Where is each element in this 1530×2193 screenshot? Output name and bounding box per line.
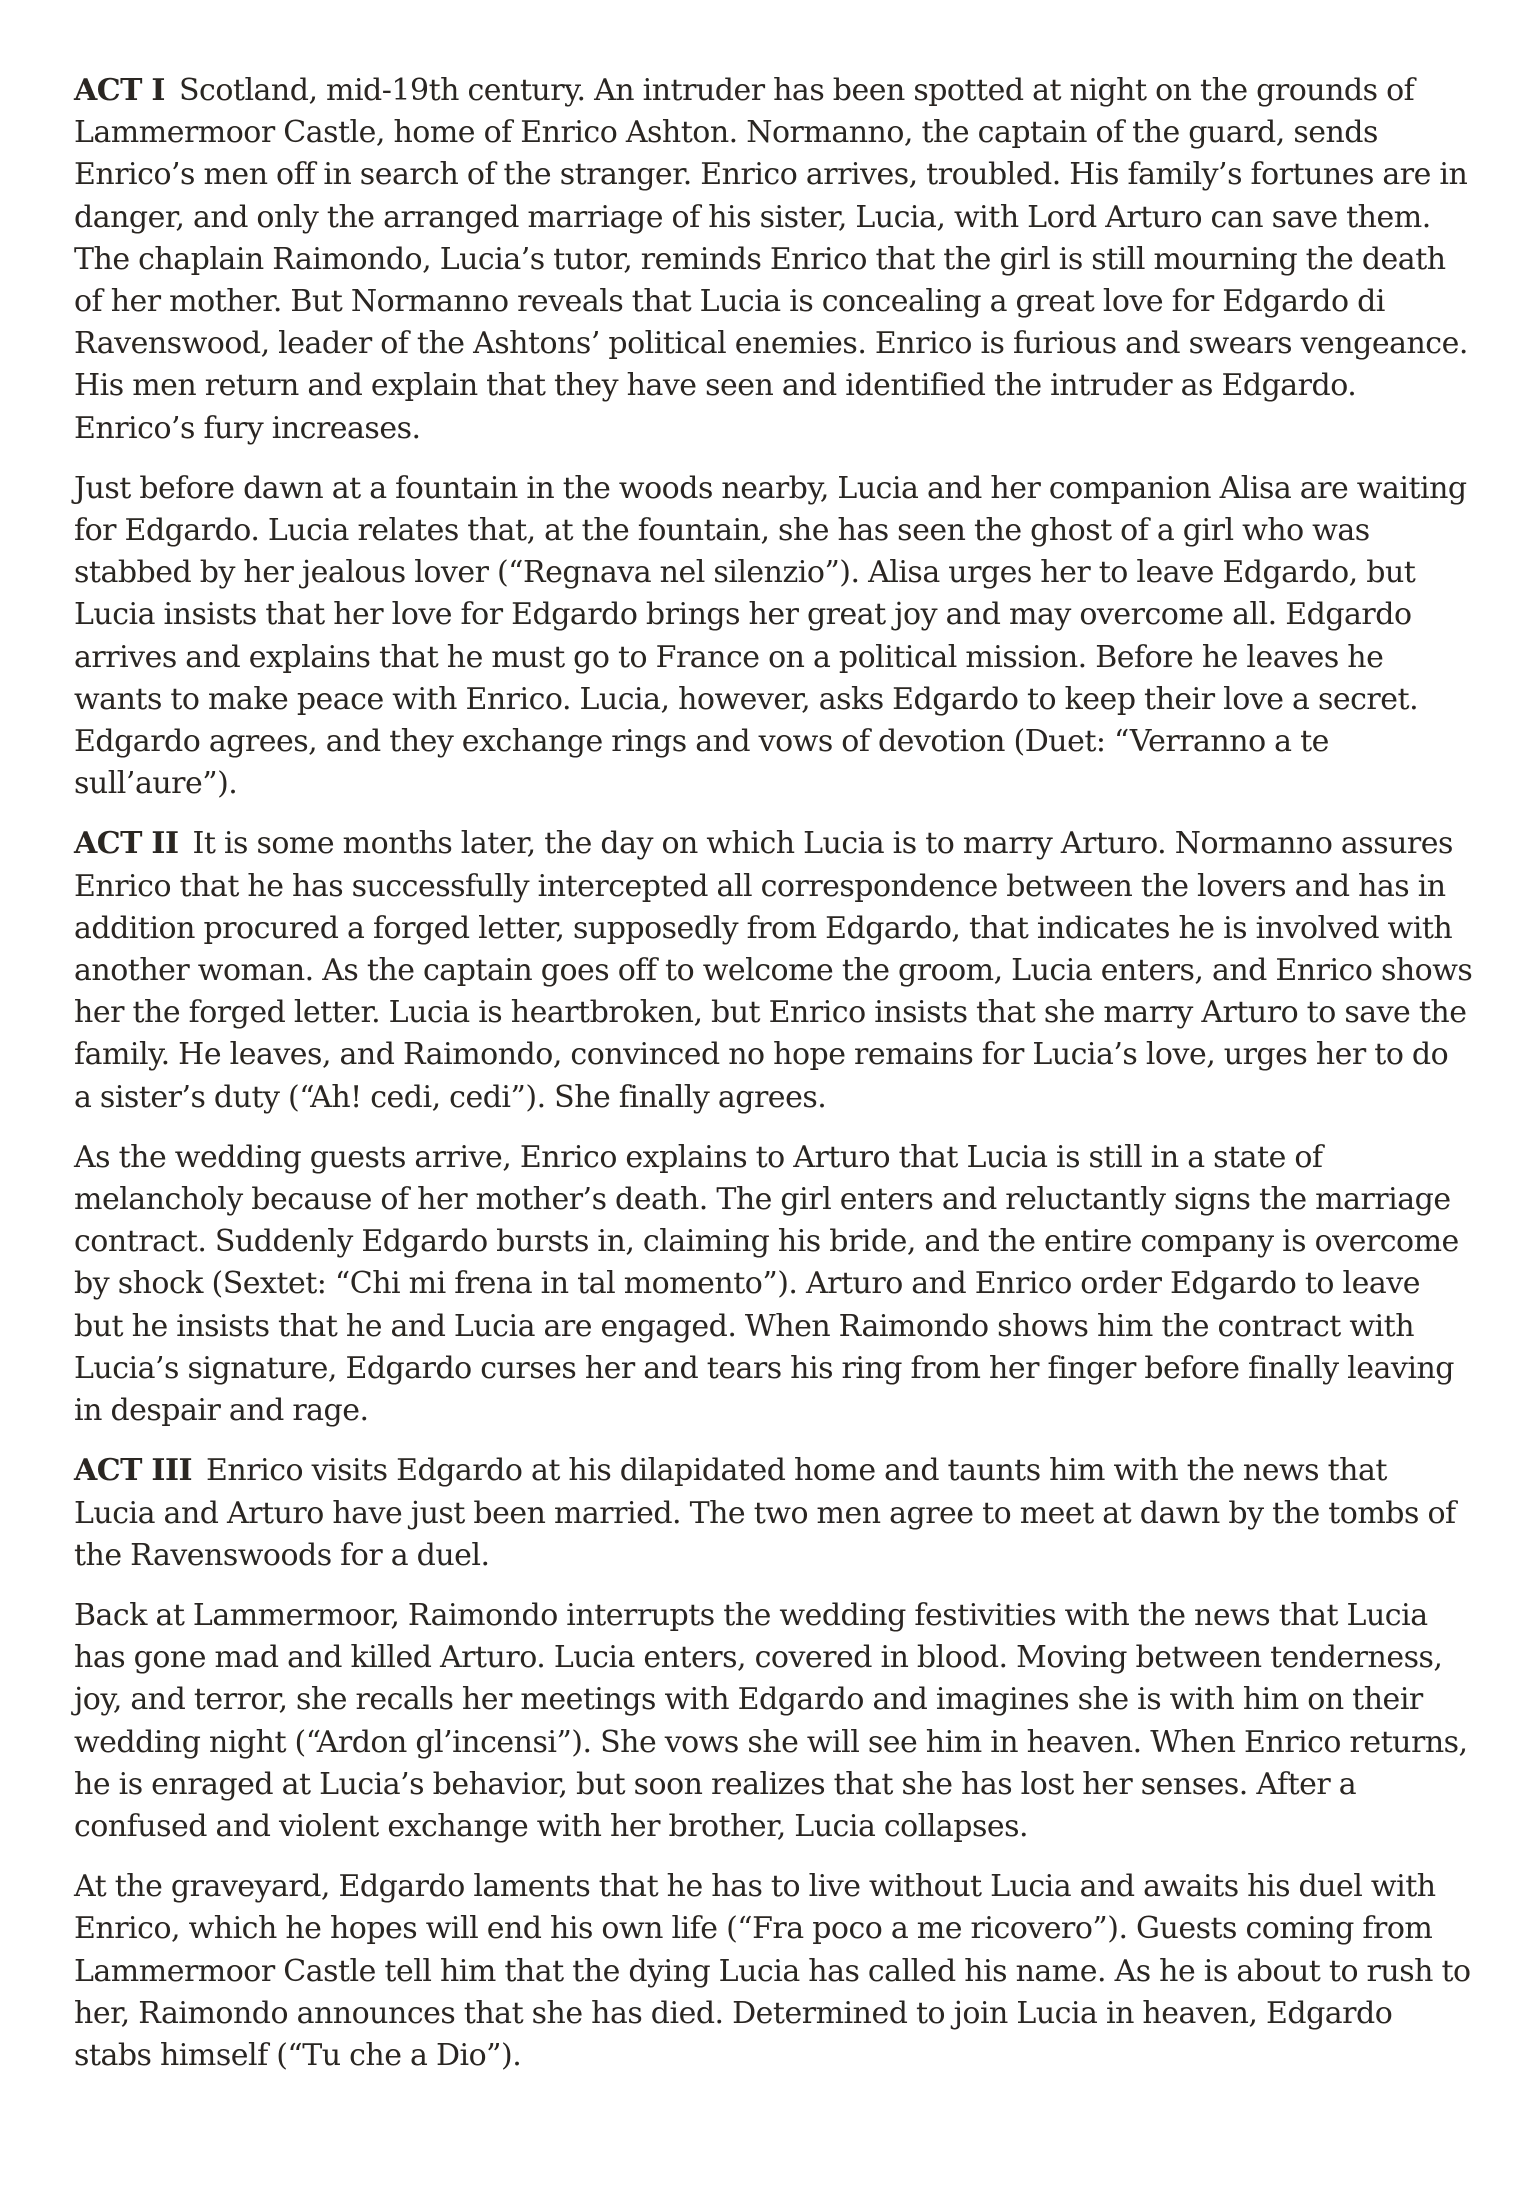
- paragraph-text: Back at Lammermoor, Raimondo interrupts the wedding festivities with the news that Lucia has gone mad and killed Arturo. Lucia enters, covered in blood. Moving between tenderness, joy, and terror, she recalls her meetings with Edgardo and imagines she is with him on their wedding night (“Ardon gl’incensi”). She vows she will see him in heaven. When Enrico returns, he is enraged at Lucia’s behavior, but soon realizes that she has lost her senses. After a confused and violent exchange with her brother, Lucia collapses.: [74, 1597, 1468, 1844]
- act-3-paragraph-2: [74, 1595, 1474, 1848]
- act-2-paragraph-1: [74, 823, 1474, 1118]
- paragraph-text: Just before dawn at a fountain in the woods nearby, Lucia and her companion Alisa are waiting for Edgardo. Lucia relates that, at the fountain, she has seen the ghost of a girl who was stabbed by her jealous lover (“Regnava nel silenzio”). Alisa urges her to leave Edgardo, but Lucia insists that her love for Edgardo brings her great joy and may overcome all. Edgardo arrives and explains that he must go to France on a political mission. Before he leaves he wants to make peace with Enrico. Lucia, however, asks Edgardo to keep their love a secret. Edgardo agrees, and they exchange rings and vows of devotion (Duet: “Verranno a te sull’aure”).: [74, 470, 1467, 802]
- paragraph-text: Scotland, mid-19th century. An intruder has been spotted at night on the grounds of Lammermoor Castle, home of Enrico Ashton. Normanno, the captain of the guard, sends Enrico’s men off in search of the stranger. Enrico arrives, troubled. His family’s fortunes are in danger, and only the arranged marriage of his sister, Lucia, with Lord Arturo can save them. The chaplain Raimondo, Lucia’s tutor, reminds Enrico that the girl is still mourning the death of her mother. But Normanno reveals that Lucia is concealing a great love for Edgardo di Ravenswood, leader of the Ashtons’ political enemies. Enrico is furious and swears vengeance. His men return and explain that they have seen and identified the intruder as Edgardo. Enrico’s fury increases.: [74, 73, 1468, 446]
- paragraph-text: As the wedding guests arrive, Enrico explains to Arturo that Lucia is still in a state of melancholy because of her mother’s death. The girl enters and reluctantly signs the marriage contract. Suddenly Edgardo bursts in, claiming his bride, and the entire company is overcome by shock (Sextet: “Chi mi frena in tal momento”). Arturo and Enrico order Edgardo to leave but he insists that he and Lucia are engaged. When Raimondo shows him the contract with Lucia’s signature, Edgardo curses her and tears his ring from her finger before finally leaving in despair and rage.: [74, 1139, 1459, 1429]
- act-2-paragraph-2: [74, 1137, 1474, 1432]
- synopsis-page: [74, 70, 1474, 2095]
- act-1-paragraph-2: [74, 468, 1474, 806]
- act-3-label: ACT III: [74, 1453, 193, 1489]
- act-1-paragraph-1: [74, 70, 1474, 450]
- act-3-paragraph-3: [74, 1866, 1474, 2077]
- paragraph-text: Enrico visits Edgardo at his dilapidated home and taunts him with the news that Lucia and Arturo have just been married. The two men agree to meet at dawn by the tombs of the Ravenswoods for a duel.: [74, 1453, 1456, 1573]
- paragraph-text: At the graveyard, Edgardo laments that he has to live without Lucia and awaits his duel with Enrico, which he hopes will end his own life (“Fra poco a me ricovero”). Guests coming from Lammermoor Castle tell him that the dying Lucia has called his name. As he is about to rush to her, Raimondo announces that she has died. Determined to join Lucia in heaven, Edgardo stabs himself (“Tu che a Dio”).: [74, 1869, 1471, 2073]
- paragraph-text: It is some months later, the day on which Lucia is to marry Arturo. Normanno assures Enrico that he has successfully intercepted all correspondence between the lovers and has in addition procured a forged letter, supposedly from Edgardo, that indicates he is involved with another woman. As the captain goes off to welcome the groom, Lucia enters, and Enrico shows her the forged letter. Lucia is heartbroken, but Enrico insists that she marry Arturo to save the family. He leaves, and Raimondo, convinced no hope remains for Lucia’s love, urges her to do a sister’s duty (“Ah! cedi, cedi”). She finally agrees.: [74, 826, 1473, 1115]
- act-3-paragraph-1: [74, 1450, 1474, 1577]
- act-2-label: ACT II: [74, 826, 179, 862]
- act-1-label: ACT I: [74, 73, 165, 108]
